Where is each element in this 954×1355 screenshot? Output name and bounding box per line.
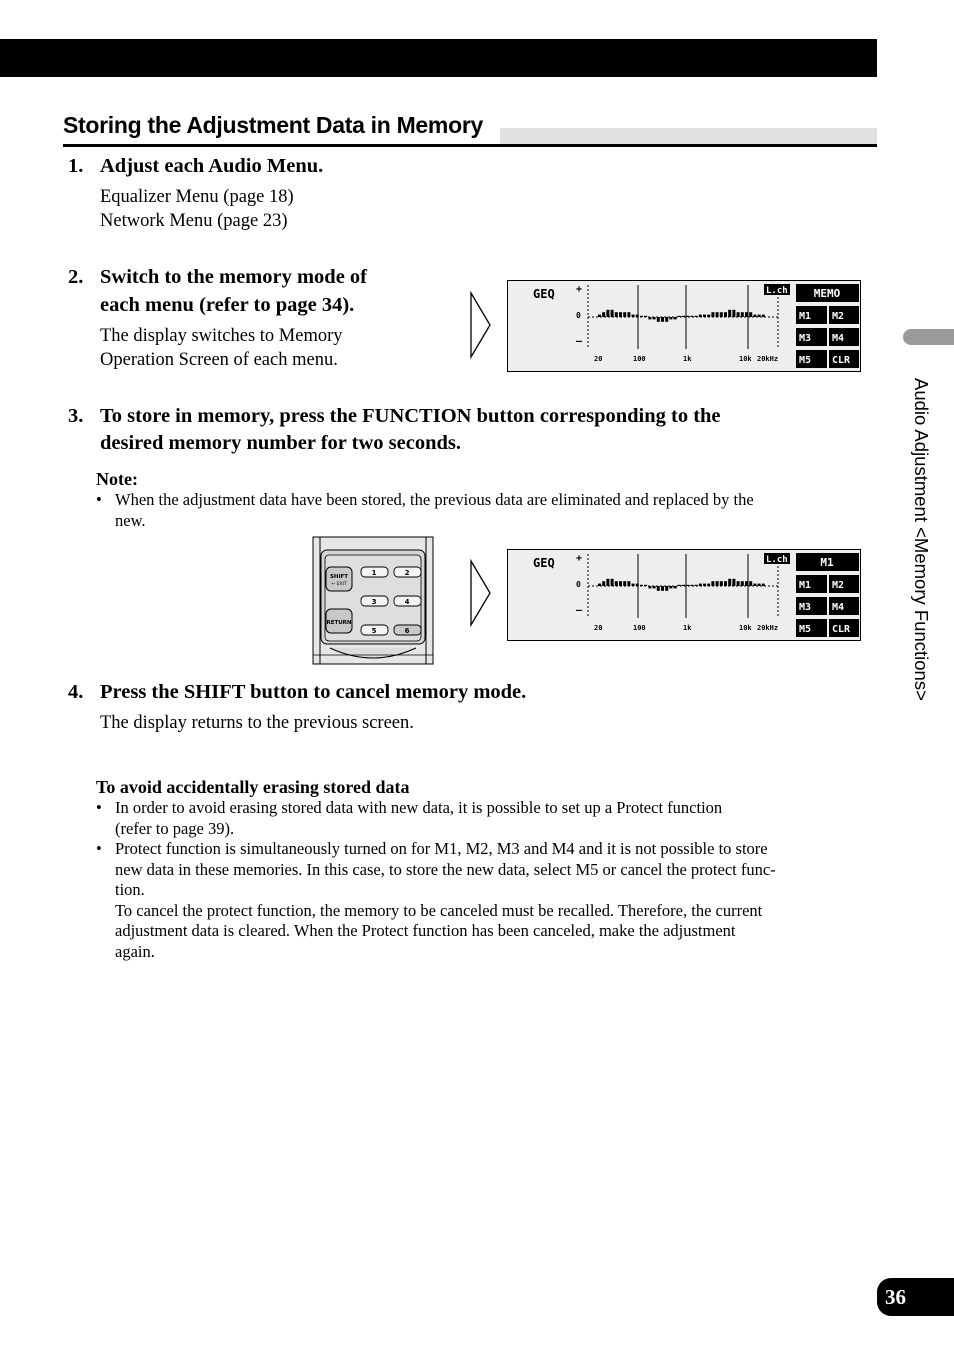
eq-bar — [716, 312, 719, 317]
eq-bar — [758, 584, 761, 586]
bullet-text-line: To cancel the protect function, the memory to be canceled must be recalled. Therefore, the current — [115, 901, 763, 920]
eq-bar — [695, 316, 698, 317]
page-number: 36 — [877, 1278, 954, 1316]
step-number: 3. — [68, 405, 84, 427]
eq-bar — [724, 581, 727, 586]
eq-bar — [682, 316, 685, 317]
lcd-zero: 0 — [576, 580, 581, 589]
eq-bar — [720, 312, 723, 317]
lcd-minus: – — [576, 336, 583, 347]
freq-label: 20kHz — [757, 624, 779, 632]
eq-bar — [606, 310, 609, 317]
header-bar — [0, 39, 877, 77]
lcd-label: GEQ — [533, 556, 555, 570]
step-1-body-line: Equalizer Menu (page 18) — [100, 187, 294, 207]
bullet-text-line: adjustment data is cleared. When the Protect function has been canceled, make the adjustment — [115, 921, 736, 940]
eq-bar — [665, 317, 668, 322]
eq-bar — [728, 579, 731, 586]
note-heading: Note: — [96, 469, 138, 489]
section-title-shade — [500, 128, 877, 144]
eq-bar — [678, 585, 681, 586]
memory-button-label: M4 — [832, 602, 845, 613]
step-heading: Press the SHIFT button to cancel memory mode. — [100, 681, 527, 703]
eq-bar — [741, 312, 744, 317]
eq-bar — [615, 581, 618, 586]
eq-bar — [762, 584, 765, 586]
memory-button-label: M3 — [799, 602, 812, 613]
eq-bar — [627, 581, 630, 586]
eq-bar — [690, 585, 693, 586]
eq-bar — [749, 581, 752, 586]
eq-bar — [640, 316, 643, 317]
eq-bar — [636, 315, 639, 317]
eq-bar — [644, 585, 647, 586]
lcd-screen-1 — [508, 281, 860, 371]
bullet-text-line: new. — [115, 511, 146, 530]
eq-bar — [753, 315, 756, 317]
lcd-label: GEQ — [533, 287, 555, 301]
memory-buttons — [796, 575, 859, 637]
freq-label: 1k — [683, 355, 692, 363]
eq-bar — [611, 310, 614, 317]
bullet-dot: • — [96, 839, 102, 858]
memory-buttons — [796, 306, 859, 368]
eq-bar — [711, 581, 714, 586]
eq-bar — [606, 579, 609, 586]
eq-bar — [619, 312, 622, 317]
eq-bar — [615, 312, 618, 317]
section-rule — [63, 144, 877, 147]
eq-bar — [653, 586, 656, 588]
bullet-dot: • — [96, 798, 102, 817]
lcd-plus: + — [576, 284, 583, 295]
freq-label: 20 — [594, 624, 603, 632]
key-label: 5 — [371, 627, 377, 635]
step-heading-line: To store in memory, press the FUNCTION button corresponding to the — [100, 405, 721, 427]
key-label: 1 — [371, 569, 377, 577]
lcd-plus: + — [576, 553, 583, 564]
memory-button-label: M1 — [799, 580, 812, 591]
memory-button-label: M4 — [832, 333, 845, 344]
eq-bar — [653, 317, 656, 319]
channel-label: L.ch — [766, 286, 788, 296]
memory-button-label: M3 — [799, 333, 812, 344]
eq-bar — [632, 315, 635, 317]
step-number: 2. — [68, 266, 84, 288]
eq-bar — [745, 312, 748, 317]
eq-bar — [648, 317, 651, 319]
eq-bars — [598, 310, 765, 322]
bullet-dot: • — [96, 490, 102, 509]
bullet-text-line: When the adjustment data have been stored, the previous data are eliminated and replaced by the — [115, 490, 754, 509]
lcd-screen-2 — [508, 550, 860, 640]
memory-button-label: CLR — [832, 355, 851, 366]
shift-label: SHIFT — [329, 574, 349, 580]
bullet-text-line: Protect function is simultaneously turned on for M1, M2, M3 and M4 and it is not possible to store — [115, 839, 768, 858]
eq-bar — [703, 315, 706, 317]
eq-bar — [627, 312, 630, 317]
eq-bar — [753, 584, 756, 586]
eq-bar — [699, 315, 702, 317]
lcd-display-memo — [507, 280, 861, 372]
memory-button-label: M5 — [799, 624, 812, 635]
key-label: 6 — [404, 627, 410, 635]
eq-bar — [686, 316, 689, 317]
eq-bar — [648, 586, 651, 588]
eq-bar — [699, 584, 702, 586]
step-2-body-line: The display switches to Memory — [100, 326, 343, 346]
eq-bar — [598, 315, 601, 317]
eq-bar — [695, 585, 698, 586]
eq-bar — [707, 315, 710, 317]
key-label: 2 — [404, 569, 410, 577]
eq-bar — [619, 581, 622, 586]
eq-bar — [632, 584, 635, 586]
freq-label: 20kHz — [757, 355, 779, 363]
eq-bar — [640, 585, 643, 586]
eq-bar — [669, 317, 672, 319]
eq-bar — [657, 317, 660, 322]
step-2-body-line: Operation Screen of each menu. — [100, 350, 338, 370]
eq-bar — [741, 581, 744, 586]
eq-bar — [728, 310, 731, 317]
eq-bar — [707, 584, 710, 586]
eq-bar — [724, 312, 727, 317]
step-1-body-line: Network Menu (page 23) — [100, 211, 288, 231]
remote-control-illustration — [312, 536, 434, 665]
key-label: 4 — [404, 598, 410, 606]
eq-bar — [686, 585, 689, 586]
step-heading-line: desired memory number for two seconds. — [100, 432, 462, 454]
eq-bar — [665, 586, 668, 591]
step-heading-line: each menu (refer to page 34). — [100, 294, 355, 316]
eq-bar — [602, 312, 605, 317]
channel-label: L.ch — [766, 555, 788, 565]
eq-bar — [674, 317, 677, 319]
lcd-header: MEMO — [813, 287, 841, 300]
lcd-header: M1 — [820, 556, 834, 569]
freq-label: 1k — [683, 624, 692, 632]
eq-bar — [745, 581, 748, 586]
freq-label: 100 — [633, 355, 646, 363]
eq-bar — [690, 316, 693, 317]
eq-bar — [711, 312, 714, 317]
eq-bar — [703, 584, 706, 586]
memory-button-label: CLR — [832, 624, 851, 635]
eq-bar — [611, 579, 614, 586]
section-title: Storing the Adjustment Data in Memory — [63, 112, 483, 138]
step-number: 1. — [68, 155, 84, 177]
arrow-icon — [469, 559, 493, 627]
freq-label: 20 — [594, 355, 603, 363]
freq-labels — [594, 624, 778, 632]
step-heading-line: Switch to the memory mode of — [100, 266, 368, 288]
memory-button-label: M1 — [799, 311, 812, 322]
memory-button-label: M2 — [832, 580, 845, 591]
bullet-text-line: In order to avoid erasing stored data with new data, it is possible to set up a Protect function — [115, 798, 723, 817]
eq-bar — [720, 581, 723, 586]
side-tab-marker — [903, 329, 954, 345]
lcd-minus: – — [576, 605, 583, 616]
lcd-zero: 0 — [576, 311, 581, 320]
eq-bar — [661, 317, 664, 322]
eq-bar — [732, 310, 735, 317]
eq-bar — [674, 586, 677, 588]
return-label: RETURN — [326, 620, 352, 626]
freq-labels — [594, 355, 778, 363]
bullet-text-line: (refer to page 39). — [115, 819, 235, 838]
side-section-label: Audio Adjustment <Memory Functions> — [911, 378, 932, 701]
shift-sub-label: ← EXIT — [331, 582, 347, 587]
arrow-icon — [469, 291, 493, 359]
eq-bar — [678, 316, 681, 317]
eq-bar — [657, 586, 660, 591]
eq-bar — [749, 312, 752, 317]
eq-bar — [669, 586, 672, 588]
eq-bar — [758, 315, 761, 317]
lcd-display-stored — [507, 549, 861, 641]
freq-label: 10k — [739, 624, 752, 632]
eq-bar — [598, 584, 601, 586]
eq-bar — [682, 585, 685, 586]
eq-bar — [623, 581, 626, 586]
step-heading: Adjust each Audio Menu. — [100, 155, 324, 177]
eq-bar — [661, 586, 664, 591]
remote-control-drawing — [312, 536, 434, 665]
step-number: 4. — [68, 681, 84, 703]
eq-bar — [737, 312, 740, 317]
bullet-text-line: tion. — [115, 880, 145, 899]
eq-bars — [598, 579, 765, 591]
bullet-text-line: new data in these memories. In this case, to store the new data, select M5 or cancel the protect func- — [115, 860, 776, 879]
eq-bar — [644, 316, 647, 317]
key-label: 3 — [371, 598, 377, 606]
step-4-body-line: The display returns to the previous screen. — [100, 713, 414, 733]
eq-bar — [716, 581, 719, 586]
memory-button-label: M2 — [832, 311, 845, 322]
eq-bar — [623, 312, 626, 317]
eq-bar — [762, 315, 765, 317]
avoid-heading: To avoid accidentally erasing stored data — [96, 777, 410, 797]
eq-bar — [602, 581, 605, 586]
memory-button-label: M5 — [799, 355, 812, 366]
eq-bar — [636, 584, 639, 586]
freq-label: 10k — [739, 355, 752, 363]
bullet-text-line: again. — [115, 942, 155, 961]
eq-bar — [732, 579, 735, 586]
eq-bar — [737, 581, 740, 586]
freq-label: 100 — [633, 624, 646, 632]
